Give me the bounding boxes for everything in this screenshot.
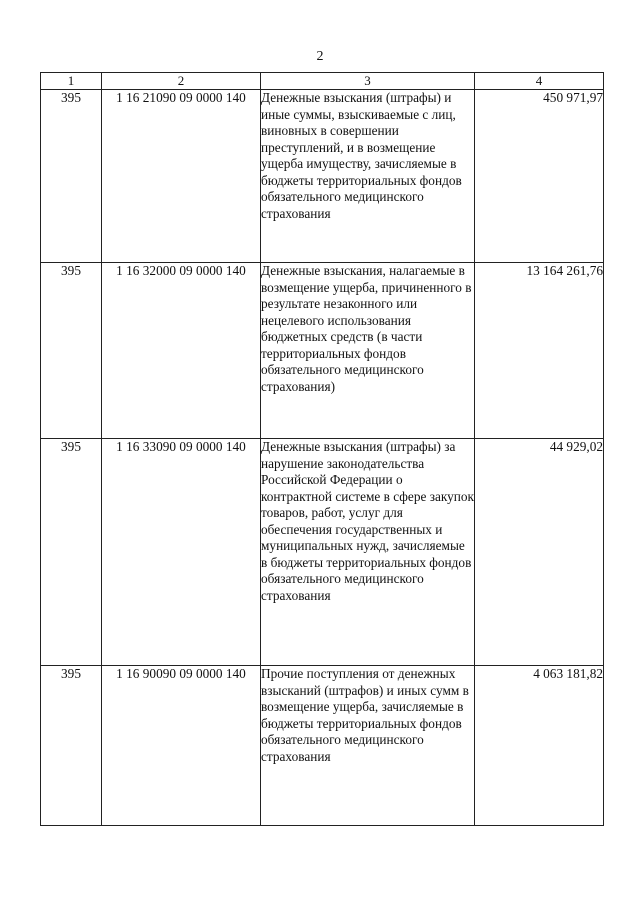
- admin-code-cell: 395: [41, 90, 102, 263]
- revenue-name-cell: Денежные взыскания (штрафы) и иные суммы, взыскиваемые с лиц, виновных в совершении преступлений, и в возмещение ущерба имуществу, зачисляемые в бюджеты территориальных фондов обязательного медицинского страхования: [261, 90, 475, 263]
- page-number: 2: [316, 49, 324, 64]
- kbk-code-cell: 1 16 33090 09 0000 140: [102, 439, 261, 666]
- revenue-name-cell: Денежные взыскания, налагаемые в возмещение ущерба, причиненного в результате незаконного или нецелевого использования бюджетных средств (в части территориальных фондов обязательного медицинского страхования): [261, 263, 475, 439]
- table-row: [41, 439, 604, 666]
- header-col-1: 1: [41, 73, 102, 90]
- kbk-code-cell: 1 16 90090 09 0000 140: [102, 666, 261, 826]
- revenue-name-cell: Прочие поступления от денежных взысканий (штрафов) и иных сумм в возмещение ущерба, зачисляемые в бюджеты территориальных фондов обязательного медицинского страхования: [261, 666, 475, 826]
- admin-code-cell: 395: [41, 666, 102, 826]
- kbk-code-cell: 1 16 32000 09 0000 140: [102, 263, 261, 439]
- header-col-2: 2: [102, 73, 261, 90]
- header-col-3: 3: [261, 73, 475, 90]
- amount-cell: 4 063 181,82: [475, 666, 604, 826]
- table-row: [41, 666, 604, 826]
- table-row: [41, 90, 604, 263]
- header-col-4: 4: [475, 73, 604, 90]
- table-header-row: [41, 73, 604, 90]
- kbk-code-cell: 1 16 21090 09 0000 140: [102, 90, 261, 263]
- amount-cell: 450 971,97: [475, 90, 604, 263]
- budget-revenue-table: [40, 72, 604, 826]
- admin-code-cell: 395: [41, 263, 102, 439]
- amount-cell: 13 164 261,76: [475, 263, 604, 439]
- admin-code-cell: 395: [41, 439, 102, 666]
- table-row: [41, 263, 604, 439]
- revenue-name-cell: Денежные взыскания (штрафы) за нарушение законодательства Российской Федерации о контрактной системе в сфере закупок товаров, работ, услуг для обеспечения государственных и муниципальных нужд, зачисляемые в бюджеты территориальных фондов обязательного медицинского страхования: [261, 439, 475, 666]
- amount-cell: 44 929,02: [475, 439, 604, 666]
